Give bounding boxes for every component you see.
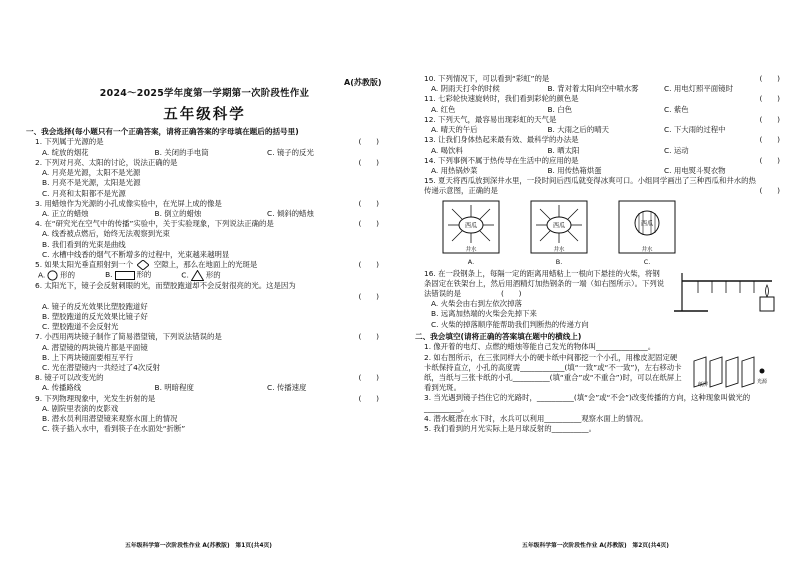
section1-heading: 一、我会选择(每小题只有一个正确答案，请将正确答案的字母填在题后的括号里) (26, 126, 299, 136)
page-footer: 五年级科学第一次阶段性作业 A(苏教版) 第1页(共4页) (125, 543, 272, 550)
option-16c: C. 火柴的掉落顺序能帮助我们判断热的传递方向 (431, 319, 589, 329)
water-label: 井水 (465, 246, 477, 253)
answer-bracket[interactable]: ( ) (358, 332, 379, 342)
melon-label: 西瓜 (640, 220, 654, 228)
question-15: 15. 夏天将西瓜放到深井水里，一段时间后西瓜就变得冰爽可口。小组同学画出了三种西瓜和井水的热传递示意图，正确的是 ( ) (424, 176, 780, 196)
option-16b: B. 远离加热端的火柴会先掉下来 (431, 309, 537, 319)
options-13: A. 喝饮料 B. 晒太阳 C. 运动 (431, 145, 689, 155)
option-6c: C. 塑胶跑道不会反射光 (42, 322, 119, 332)
option-4c: C. 水槽中线香的烟气不断增多的过程中，光束越来越明显 (42, 249, 230, 259)
melon-diagram-b-icon (529, 199, 589, 255)
question-8: 8. 镜子可以改变光的 ( ) (35, 373, 379, 383)
option-16a: A. 火柴会由右到左依次掉落 (431, 299, 522, 309)
exam-title: 2024～2025学年度第一学期第一次阶段性作业 (99, 88, 310, 99)
option-2a: A. 月亮是光源，太阳不是光源 (42, 168, 141, 178)
question-5: 5. 如果太阳光垂直照射到一个 空隙上，那么在地面上的光斑是 ( ) (35, 260, 379, 270)
fill-3: 3. 当光遇到镜子挡住它的光路时，__________(填“会”或“不会”)改变传播的方向，这种现象叫做光的__________。 (424, 393, 751, 413)
melon-diagram-a-icon (441, 199, 501, 255)
option-15a: A. (467, 257, 475, 266)
page-right (397, 0, 794, 561)
answer-bracket[interactable]: ( ) (358, 373, 379, 383)
fill-2: 2. 如右图所示，在三张同样大小的硬卡纸中间都挖一个小孔，用橡皮泥固定硬卡纸保持直立，小孔的高度需____________(填“一致”或“不一致”)，左右移动卡纸，当纸与三张卡纸的小孔__________(填“重合”或“不重合”)时，可以在纸屏上看到光斑。 (424, 352, 682, 393)
triangle-icon (191, 270, 204, 281)
fill-4: 4. 潜水艇潜在水下时，水兵可以利用__________观察水面上的情况。 (424, 413, 648, 423)
heat-diagrams (415, 199, 784, 267)
rectangle-icon (115, 271, 135, 280)
question-10: 10. 下列情况下，可以看到“彩虹”的是 ( ) (424, 74, 780, 83)
answer-bracket[interactable]: ( ) (358, 219, 379, 229)
fill-5: 5. 我们看到的月光实际上是月球反射的__________。 (424, 424, 596, 434)
answer-bracket[interactable]: ( ) (759, 186, 780, 196)
question-6: 6. 太阳光下，镜子会反射刺眼的光，而塑胶跑道却不会反射很亮的光。这是因为 (35, 281, 296, 291)
answer-bracket[interactable]: ( ) (358, 157, 379, 167)
answer-bracket[interactable]: ( ) (759, 74, 780, 83)
question-3: 3. 用蜡烛作为光源的小孔成像实验中，在光屏上成的像是 ( ) (35, 198, 379, 208)
answer-bracket[interactable]: ( ) (500, 289, 522, 298)
heat-diagram-a (441, 199, 501, 267)
option-7b: B. 上下两块镜面要相互平行 (42, 352, 134, 362)
option-4b: B. 我们看到的光束是曲线 (42, 239, 126, 249)
answer-bracket[interactable]: ( ) (358, 291, 379, 301)
question-12: 12. 下列天气，最容易出现彩虹的天气是 ( ) (424, 114, 780, 124)
question-11: 11. 七彩轮快速旋转时，我们看到彩轮的颜色是 ( ) (424, 94, 780, 104)
options-14: A. 用热锅炒菜 B. 用传热箱烘蛋 C. 用电熨斗熨衣物 (431, 165, 726, 175)
answer-bracket[interactable]: ( ) (358, 260, 379, 270)
question-4: 4. 在“研究光在空气中的传播”实验中，关于实验现象，下列说法正确的是 ( ) (35, 219, 379, 229)
option-2c: C. 月亮和太阳都不是光源 (42, 188, 126, 198)
option-9b: B. 潜水员利用潜望镜来观察水面上的情况 (42, 414, 178, 424)
water-label: 井水 (553, 246, 565, 253)
option-2b: B. 月亮不是光源，太阳是光源 (42, 178, 141, 188)
iron-stand-diagram-icon (668, 269, 780, 315)
option-7c: C. 光在潜望镜内一共经过了4次反射 (42, 363, 161, 373)
melon-label: 西瓜 (464, 222, 478, 230)
options-5: A. 形的 B. 形的 C. 形的 (38, 270, 221, 280)
option-7a: A. 潜望镜的两块镜片都是平面镜 (42, 342, 148, 352)
page-footer: 五年级科学第一次阶段性作业 A(苏教版) 第2页(共4页) (522, 543, 669, 550)
question-13: 13. 让我们身体热起来最有效、最科学的办法是 ( ) (424, 135, 780, 145)
options-10: A. 阴雨天打伞的时候 B. 背对着太阳向空中喷水雾 C. 用电灯照平面镜时 (431, 84, 733, 94)
options-11: A. 红色 B. 白色 C. 紫色 (431, 104, 689, 114)
option-6a: A. 镜子的反光效果比塑胶跑道好 (42, 301, 148, 311)
options-1: A. 绽放的烟花 B. 关闭的手电筒 C. 镜子的反光 (42, 147, 314, 157)
question-7: 7. 小西用两块镜子制作了简易潜望镜，下列说法错误的是 ( ) (35, 332, 379, 342)
answer-bracket[interactable]: ( ) (358, 137, 379, 147)
answer-bracket[interactable]: ( ) (759, 114, 780, 124)
question-6-bracket-line (26, 292, 383, 302)
answer-bracket[interactable]: ( ) (759, 94, 780, 104)
answer-bracket[interactable]: ( ) (759, 155, 780, 165)
option-9a: A. 剧院里表演的皮影戏 (42, 403, 119, 413)
melon-label: 西瓜 (552, 222, 566, 230)
question-1: 1. 下列属于光源的是 ( ) (35, 137, 379, 147)
screen-label: 纸屏 (698, 381, 709, 388)
pinhole-cards-diagram-icon (686, 355, 776, 389)
answer-bracket[interactable]: ( ) (759, 135, 780, 145)
diamond-gap-icon (137, 260, 149, 270)
question-16: 16. 在一段钢条上，每隔一定的距离用蜡粘上一根向下悬挂的火柴，将钢条固定在铁架台上，然后用酒精灯加热钢条的一端（如右图所示）。下列说法错误的是 ( ) (424, 268, 665, 298)
question-14: 14. 下列事例不属于热传导在生活中的应用的是 ( ) (424, 155, 780, 165)
options-12: A. 晴天的午后 B. 大雨之后的晴天 C. 下大雨的过程中 (431, 125, 726, 135)
source-label: 光源 (757, 378, 768, 385)
circle-icon (47, 270, 58, 281)
water-label: 井水 (641, 246, 653, 253)
answer-bracket[interactable]: ( ) (358, 393, 379, 403)
option-4a: A. 线香被点燃后，始终无法观察到光束 (42, 229, 170, 239)
options-8: A. 传播路线 B. 明暗程度 C. 传播速度 (42, 383, 307, 393)
section2-heading: 二、我会填空(请将正确的答案填在题中的横线上) (415, 331, 582, 341)
option-15c: C. (643, 257, 651, 266)
heat-diagram-c (617, 199, 677, 267)
edition-label: A(苏教版) (344, 78, 382, 87)
option-6b: B. 塑胶跑道的反光效果比镜子好 (42, 311, 148, 321)
subject-title: 五年级科学 (163, 106, 246, 123)
question-2: 2. 下列对月亮、太阳的讨论，说法正确的是 ( ) (35, 157, 379, 167)
fill-1: 1. 像开着的电灯、点燃的蜡烛等能自己发光的物体叫______________。 (424, 342, 656, 352)
option-15b: B. (555, 257, 563, 266)
options-3: A. 正立的蜡烛 B. 倒立的蜡烛 C. 倾斜的蜡烛 (42, 208, 314, 218)
melon-diagram-c-icon (617, 199, 677, 255)
question-9: 9. 下列物理现象中，光发生折射的是 ( ) (35, 393, 379, 403)
heat-diagram-b (529, 199, 589, 267)
answer-bracket[interactable]: ( ) (358, 198, 379, 208)
option-9c: C. 筷子插入水中，看到筷子在水面处“折断” (42, 424, 186, 434)
